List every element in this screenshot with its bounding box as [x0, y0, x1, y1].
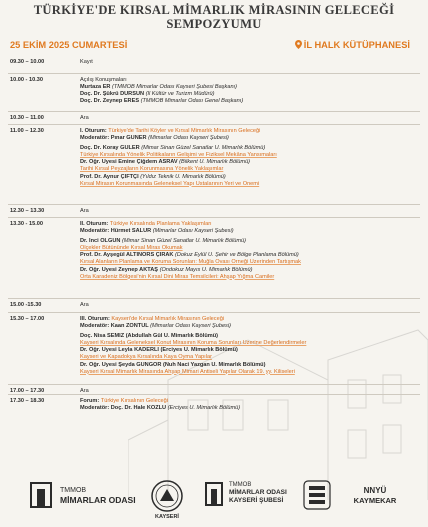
schedule-text: Kayseri Kırsalında Geleneksel Konut Mirasının Koruma Sorunları Üzerine Değerlendirmeler — [80, 340, 307, 347]
schedule-line — [80, 174, 420, 181]
schedule-line — [80, 333, 420, 340]
schedule-text: Kayseri ve Kapadokya Kırsalında Kaya Oyma Yapılar — [80, 354, 212, 361]
schedule-details — [80, 221, 420, 281]
schedule-text: (Bilkent Ü. Mimarlık Bölümü) — [179, 159, 251, 166]
mimarlik-badge-icon — [303, 480, 331, 510]
schedule-details — [80, 302, 420, 309]
tmmob-emblem-icon — [30, 482, 52, 508]
schedule-line — [80, 369, 420, 376]
schedule-details — [80, 208, 420, 215]
schedule-text: (Mimar Sinan Güzel Sanatlar Ü. Mimarlık Bölümü) — [121, 238, 246, 245]
row-divider — [8, 384, 420, 385]
schedule-text: (Ondokuz Mayıs Ü. Mimarlık Bölümü) — [159, 266, 253, 273]
event-date: 25 EKİM 2025 CUMARTESİ — [10, 40, 128, 50]
title-line-1: TÜRKİYE'DE KIRSAL MİMARLIK MİRASININ GELECEĞİ — [33, 3, 395, 17]
schedule-line — [80, 221, 420, 228]
schedule-text: (Mimarlar Odası Kayseri Şubesi) — [148, 135, 229, 142]
schedule-text: (Yıldız Teknik Ü. Mimarlık Bölümü) — [140, 173, 226, 180]
schedule-time: 12.30 – 13.30 — [10, 208, 45, 214]
schedule-line — [80, 228, 420, 235]
schedule-text: Moderatör: Kaan ZONTUL — [80, 323, 151, 330]
row-divider — [8, 298, 420, 299]
schedule-text: (TMMOB Mimarlar Odası Kayseri Şubesi Başkanı) — [112, 84, 237, 91]
schedule-time: 13.30 - 15.00 — [10, 221, 43, 227]
schedule-text: III. Oturum: — [80, 316, 112, 322]
schedule-line — [80, 245, 420, 252]
schedule-details — [80, 388, 420, 395]
schedule-details — [80, 115, 420, 122]
schedule-line — [80, 405, 420, 412]
schedule-time: 11.00 – 12.30 — [10, 128, 44, 134]
schedule-text: Orta Karadeniz Bölgesi'nin Kırsal Dini Miras Temsilcileri: Ahşap Yığma Camiler — [80, 273, 275, 280]
kayseri-label: KAYSERİ — [155, 514, 179, 520]
schedule-text: Kayseri'de Kırsal Mimarlık Mirasının Geleceği — [111, 316, 225, 322]
schedule-text: Dr. Öğr. Üyesi Emine Çiğdem ASRAV — [80, 159, 180, 166]
schedule-line — [80, 340, 420, 347]
schedule-line — [80, 181, 420, 188]
schedule-text: Kayıt — [80, 59, 93, 65]
schedule-text: Tarihi Kırsal Peyzajların Korunmasına Yönelik Yaklaşımlar — [80, 166, 224, 173]
schedule-text: Ara — [80, 388, 89, 394]
schedule-text: Kırsal Alanların Planlama ve Koruma Sorunları: Muğla Ovası Örneği Üzerinden Tartışmak — [80, 259, 301, 266]
schedule-line — [80, 115, 420, 122]
title-line-2: SEMPOZYUMU — [166, 17, 262, 31]
schedule-text: Ara — [80, 302, 89, 308]
schedule-line — [80, 362, 420, 369]
schedule-line — [80, 316, 420, 323]
schedule-text: (Mimarlar Odası Kayseri Şubesi) — [150, 323, 231, 330]
schedule-text: Türkiye Kırsalında Yönelik Politikaların Gelişimi ve Fiziksel Mekâna Yansımaları — [80, 152, 277, 159]
schedule-time: 10.00 - 10.30 — [10, 77, 43, 83]
schedule-text: Moderatör: Hürmet SALUR — [80, 228, 153, 235]
schedule-text: Açılış Konuşmaları — [80, 77, 127, 83]
location-pin-icon — [295, 40, 302, 49]
schedule-line — [80, 398, 420, 405]
schedule-text: I. Oturum: — [80, 128, 109, 134]
schedule-line — [80, 128, 420, 135]
schedule-time: 10.30 – 11.00 — [10, 115, 44, 121]
schedule-line — [80, 77, 420, 84]
schedule-text: Moderatör: Pınar GÜNER — [80, 135, 149, 142]
schedule-text: Ölçekler Bütününde Kırsal Miras Okumak — [80, 245, 183, 252]
schedule-line — [80, 98, 420, 105]
schedule-text: Türkiye Kırsalının Geleceği — [100, 398, 168, 404]
schedule-text: (TMMOB Mimarlar Odası Genel Başkanı) — [140, 98, 244, 105]
schedule-text: Dr. Öğr. Üyesi Şeyda GÜNGÖR (Nuh Naci Yazgan Ü. Mimarlık Bölümü) — [80, 361, 266, 368]
schedule-line — [80, 145, 420, 152]
schedule-time: 09.30 – 10.00 — [10, 59, 45, 65]
nnyu-line-1: NNYÜ — [363, 486, 387, 495]
nnyu-line-2: KAYMEKAR — [353, 496, 397, 505]
sube-line-2: MİMARLAR ODASI — [229, 489, 287, 496]
schedule-line — [80, 208, 420, 215]
schedule-line — [80, 259, 420, 266]
schedule-text: Moderatör: Doç. Dr. Hale KOZLU — [80, 405, 168, 412]
schedule-text: (Mimarlar Odası Kayseri Şubesi) — [152, 228, 234, 235]
schedule-details — [80, 77, 420, 105]
schedule-time: 15.00 -15.30 — [10, 302, 42, 308]
schedule-text: Dr. Öğr. Üyesi Leyla KADERLİ (Erciyes Ü. Mimarlık Bölümü) — [80, 347, 238, 354]
schedule-text: Ara — [80, 115, 89, 121]
schedule-text: (Dokuz Eylül Ü. Şehir ve Bölge Planlama Bölümü) — [175, 252, 299, 259]
schedule-text: (Erciyes Ü. Mimarlık Bölümü) — [167, 405, 241, 412]
schedule-line — [80, 84, 420, 91]
kayseri-seal-icon — [151, 480, 183, 512]
date-venue-bar — [10, 40, 418, 54]
schedule-line — [80, 159, 420, 166]
schedule-text: Doç. Nisa SEMİZ (Abdullah Gül Ü. Mimarlık Bölümü) — [80, 333, 218, 340]
schedule-text: Kırsal Mirasın Korunmasında Geleneksel Yapı Ustalarının Yeri ve Önemi — [80, 180, 260, 187]
schedule-text: Doç. Dr. Zeynep ERES — [80, 98, 141, 105]
schedule-details — [80, 316, 420, 376]
row-divider — [8, 124, 420, 125]
schedule-text: Murtaza ER — [80, 84, 113, 91]
sube-line-1: TMMOB — [229, 482, 252, 488]
schedule-text: II. Oturum: — [80, 221, 110, 227]
schedule-line — [80, 59, 420, 66]
schedule-line — [80, 302, 420, 309]
schedule-text: Türkiye Kırsalında Planlama Yaklaşımları — [109, 221, 212, 227]
schedule-text: Türkiye'de Tarihi Köyler ve Kırsal Mimarlık Mirasının Geleceği — [108, 128, 261, 134]
schedule-line — [80, 354, 420, 361]
schedule-text: Prof. Dr. Aynur ÇİFTÇİ — [80, 173, 141, 180]
schedule-text: Forum: — [80, 398, 101, 404]
event-venue — [295, 40, 410, 50]
row-divider — [8, 111, 420, 112]
sube-line-3: KAYSERİ ŞUBESİ — [229, 497, 284, 504]
sube-emblem-icon — [205, 482, 223, 506]
schedule-time: 15.30 – 17.00 — [10, 316, 45, 322]
row-divider — [8, 312, 420, 313]
schedule-text: Dr. İnci OLGUN — [80, 238, 122, 245]
schedule-line — [80, 347, 420, 354]
schedule-time: 17.00 – 17.30 — [10, 388, 45, 394]
event-venue-label: İL HALK KÜTÜPHANESİ — [303, 40, 410, 50]
schedule-line — [80, 91, 420, 98]
schedule-text: Doç. Dr. Koray GÜLER — [80, 145, 142, 152]
schedule-time: 17.30 – 18.30 — [10, 398, 45, 404]
schedule-text: Doç. Dr. Şükrü DURSUN — [80, 91, 146, 98]
schedule-text: Kayseri Kırsal Mimarlık Mirasında Ahşap Mimari Antiseli Yapılar Olarak 19. yy. Kiliseleri — [80, 368, 295, 375]
schedule-text: Ara — [80, 208, 89, 214]
row-divider — [8, 73, 420, 74]
sponsor-logos — [0, 478, 428, 527]
row-divider — [8, 204, 420, 205]
row-divider — [8, 217, 420, 218]
schedule-line — [80, 274, 420, 281]
schedule-details — [80, 59, 420, 66]
schedule-line — [80, 238, 420, 245]
schedule-text: Dr. Öğr. Üyesi Zeynep AKTAŞ — [80, 266, 160, 273]
schedule-line — [80, 267, 420, 274]
schedule-text: Prof. Dr. Ayşegül ALTINÖRS ÇIRAK — [80, 252, 175, 259]
schedule-line — [80, 166, 420, 173]
schedule-details — [80, 398, 420, 412]
symposium-title — [0, 3, 428, 31]
schedule-line — [80, 388, 420, 395]
schedule-line — [80, 323, 420, 330]
schedule-line — [80, 252, 420, 259]
schedule-line — [80, 135, 420, 142]
schedule-text: (İl Kültür ve Turizm Müdürü) — [145, 91, 215, 98]
schedule-details — [80, 128, 420, 188]
schedule-text: (Mimar Sinan Güzel Sanatlar Ü. Mimarlık Bölümü) — [141, 145, 266, 152]
tmmob-line-1: TMMOB — [60, 487, 87, 494]
schedule-line — [80, 152, 420, 159]
tmmob-line-2: MİMARLAR ODASI — [60, 495, 136, 505]
